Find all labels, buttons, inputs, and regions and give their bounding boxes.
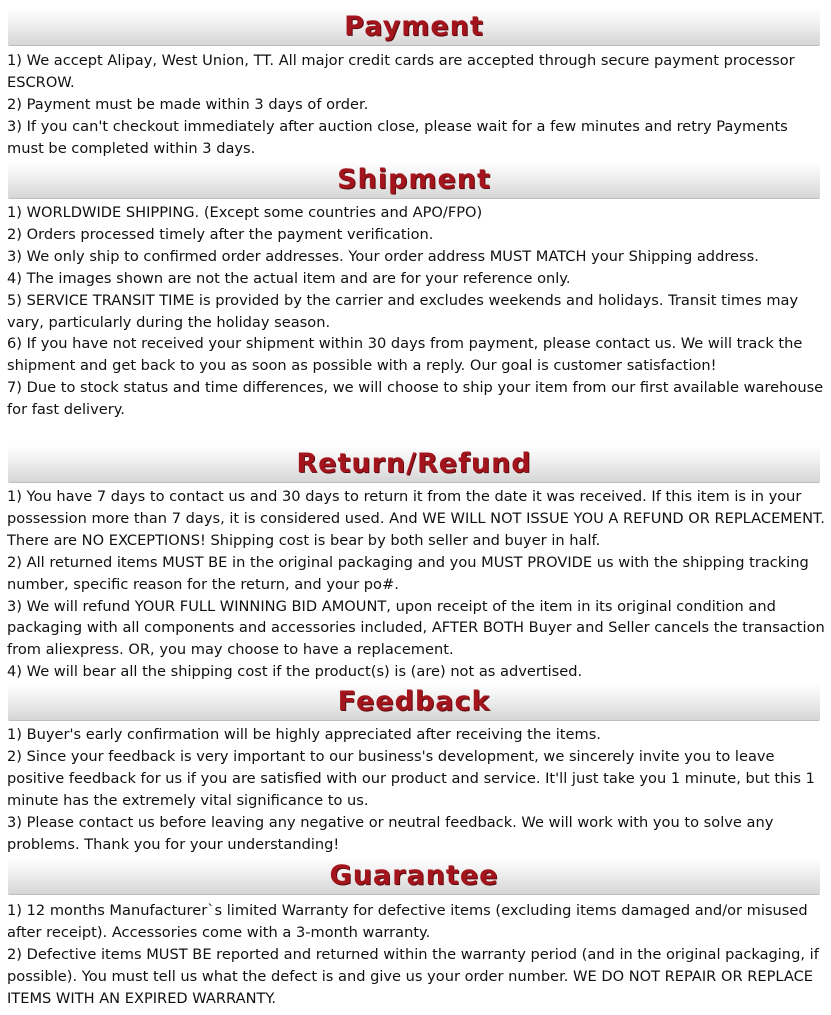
payment-item: 3) If you can't checkout immediately after auction close, please wait for a few minutes and retry Payments must be completed within 3 days. [7, 117, 788, 157]
payment-item: 2) Payment must be made within 3 days of order. [7, 95, 369, 113]
feedback-section [7, 724, 825, 855]
shipment-item: 7) Due to stock status and time differences, we will choose to ship your item from our first available warehouse for fast delivery. [7, 379, 824, 419]
shipment-item: 6) If you have not received your shipment within 30 days from payment, please contact us. We will track the shipment and get back to you as soon as possible with a reply. Our goal is customer satisfaction! [7, 335, 803, 375]
return-refund-item: 2) All returned items MUST BE in the original packaging and you MUST PROVIDE us with the shipping tracking number, specific reason for the return, and your po#. [7, 553, 809, 593]
payment-section [7, 50, 825, 160]
shipment-item: 5) SERVICE TRANSIT TIME is provided by the carrier and excludes weekends and holidays. Transit times may vary, particularly during the holiday season. [7, 291, 799, 331]
feedback-title: Feedback [337, 686, 491, 717]
feedback-item: 1) Buyer's early confirmation will be highly appreciated after receiving the items. [7, 726, 601, 743]
guarantee-item: 1) 12 months Manufacturer`s limited Warranty for defective items (excluding items damaged and/or misused after receipt). Accessories come with a 3-month warranty. [7, 902, 808, 941]
shipment-item: 1) WORLDWIDE SHIPPING. (Except some countries and APO/FPO) [7, 204, 483, 221]
guarantee-section [7, 900, 825, 1010]
guarantee-title: Guarantee [329, 860, 499, 891]
return-refund-title: Return/Refund [296, 448, 532, 479]
shipment-item: 2) Orders processed timely after the payment verification. [7, 225, 434, 243]
return-refund-item: 3) We will refund YOUR FULL WINNING BID AMOUNT, upon receipt of the item in its original condition and packaging with all components and accessories included, AFTER BOTH Buyer and Seller cancels the transaction from aliexpress. OR, you may choose to have a replacement. [7, 597, 825, 659]
return-refund-item: 4) We will bear all the shipping cost if the product(s) is (are) not as advertised. [7, 663, 583, 681]
shipment-item: 3) We only ship to confirmed order addresses. Your order address MUST MATCH your Shipping address. [7, 247, 759, 265]
return-refund-header-bar [8, 446, 820, 483]
payment-item: 1) We accept Alipay, West Union, TT. All major credit cards are accepted through secure payment processor ESCROW. [7, 52, 795, 91]
return-refund-item: 1) You have 7 days to contact us and 30 days to return it from the date it was received. If this item is in your possession more than 7 days, it is considered used. And WE WILL NOT ISSUE YOU A REFUND OR REPLACEMENT. There are NO EXCEPTIONS! Shipping cost is bear by both seller and buyer in half. [7, 488, 825, 549]
shipment-item: 4) The images shown are not the actual item and are for your reference only. [7, 269, 571, 287]
guarantee-header-bar [8, 858, 820, 895]
payment-header-bar [8, 9, 820, 46]
guarantee-item: 2) Defective items MUST BE reported and returned within the warranty period (and in the original packaging, if possible). You must tell us what the defect is and give us your order number. WE DO NOT REPAIR OR REPLACE ITEMS WITH AN EXPIRED WARRANTY. [7, 945, 819, 1007]
return-refund-section [7, 486, 825, 683]
feedback-header-bar [8, 684, 820, 721]
payment-title: Payment [344, 11, 484, 42]
feedback-item: 2) Since your feedback is very important to our business's development, we sincerely invite you to leave positive feedback for us if you are satisfied with our product and service. It'll just take you 1 minute, but this 1 minute has the extremely vital significance to us. [7, 747, 815, 809]
shipment-title: Shipment [337, 164, 491, 195]
shipment-header-bar [8, 162, 820, 199]
shipment-section [7, 202, 825, 421]
feedback-item: 3) Please contact us before leaving any negative or neutral feedback. We will work with you to solve any problems. Thank you for your understanding! [7, 813, 774, 853]
